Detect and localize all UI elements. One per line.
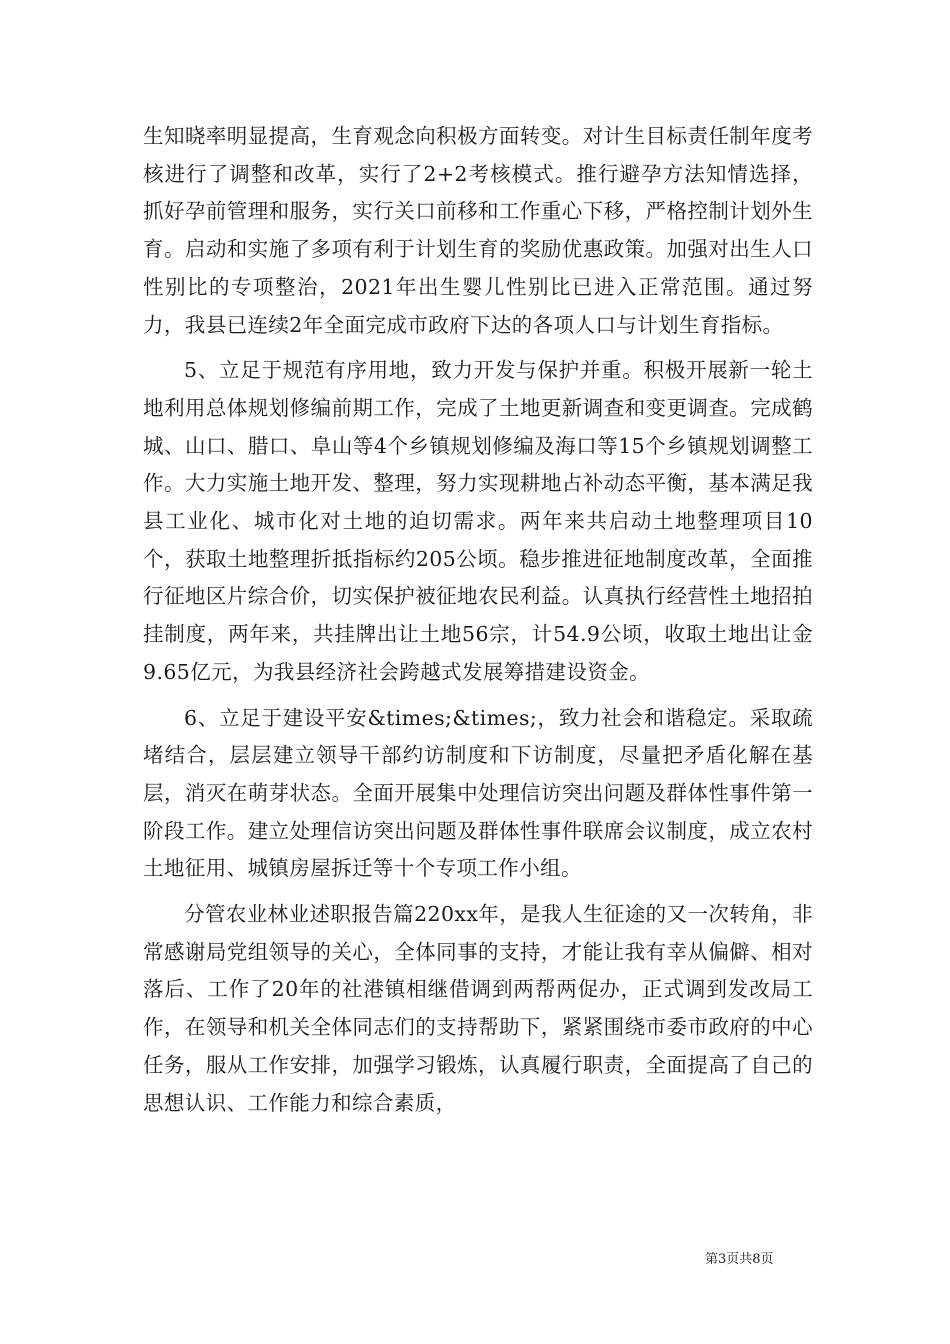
paragraph-agriculture-report: 分管农业林业述职报告篇220xx年，是我人生征途的又一次转角，非常感谢局党组领导的关心，全体同事的支持，才能让我有幸从偏僻、相对落后、工作了20年的社港镇相继借调到两帮两促办，正式调到发改局工作，在领导和机关全体同志们的支持帮助下，紧紧围绕市委市政府的中心任务，服从工作安排，加强学习锻炼，认真履行职责，全面提高了自己的思想认识、工作能力和综合素质， bbox=[143, 902, 813, 1115]
paragraph-social-stability: 6、立足于建设平安&times;&times;，致力社会和谐稳定。采取疏堵结合，层层建立领导干部约访制度和下访制度，尽量把矛盾化解在基层，消灭在萌芽状态。全面开展集中处理信访突出问题及群体性事件第一阶段工作。建立处理信访突出问题及群体性事件联席会议制度，成立农村土地征用、城镇房屋拆迁等十个专项工作小组。 bbox=[143, 705, 813, 881]
page-number-footer: 第3页共8页 bbox=[705, 1252, 774, 1267]
paragraph-land-use: 5、立足于规范有序用地，致力开发与保护并重。积极开展新一轮土地利用总体规划修编前期工作，完成了土地更新调查和变更调查。完成鹤城、山口、腊口、阜山等4个乡镇规划修编及海口等15个乡镇规划调整工作。大力实施土地开发、整理，努力实现耕地占补动态平衡，基本满足我县工业化、城市化对土地的迫切需求。两年来共启动土地整理项目10个，获取土地整理折抵指标约205公顷。稳步推进征地制度改革，全面推行征地区片综合价，切实保护被征地农民利益。认真执行经营性土地招拍挂制度，两年来，共挂牌出让土地56宗，计54.9公顷，收取土地出让金9.65亿元，为我县经济社会跨越式发展筹措建设资金。 bbox=[143, 358, 813, 684]
paragraph-family-planning: 生知晓率明显提高，生育观念向积极方面转变。对计生目标责任制年度考核进行了调整和改革，实行了2+2考核模式。推行避孕方法知情选择，抓好孕前管理和服务，实行关口前移和工作重心下移，严格控制计划外生育。启动和实施了多项有利于计划生育的奖励优惠政策。加强对出生人口性别比的专项整治，2021年出生婴儿性别比已进入正常范围。通过努力，我县已连续2年全面完成市政府下达的各项人口与计划生育指标。 bbox=[143, 124, 813, 337]
document-body bbox=[143, 118, 813, 1122]
